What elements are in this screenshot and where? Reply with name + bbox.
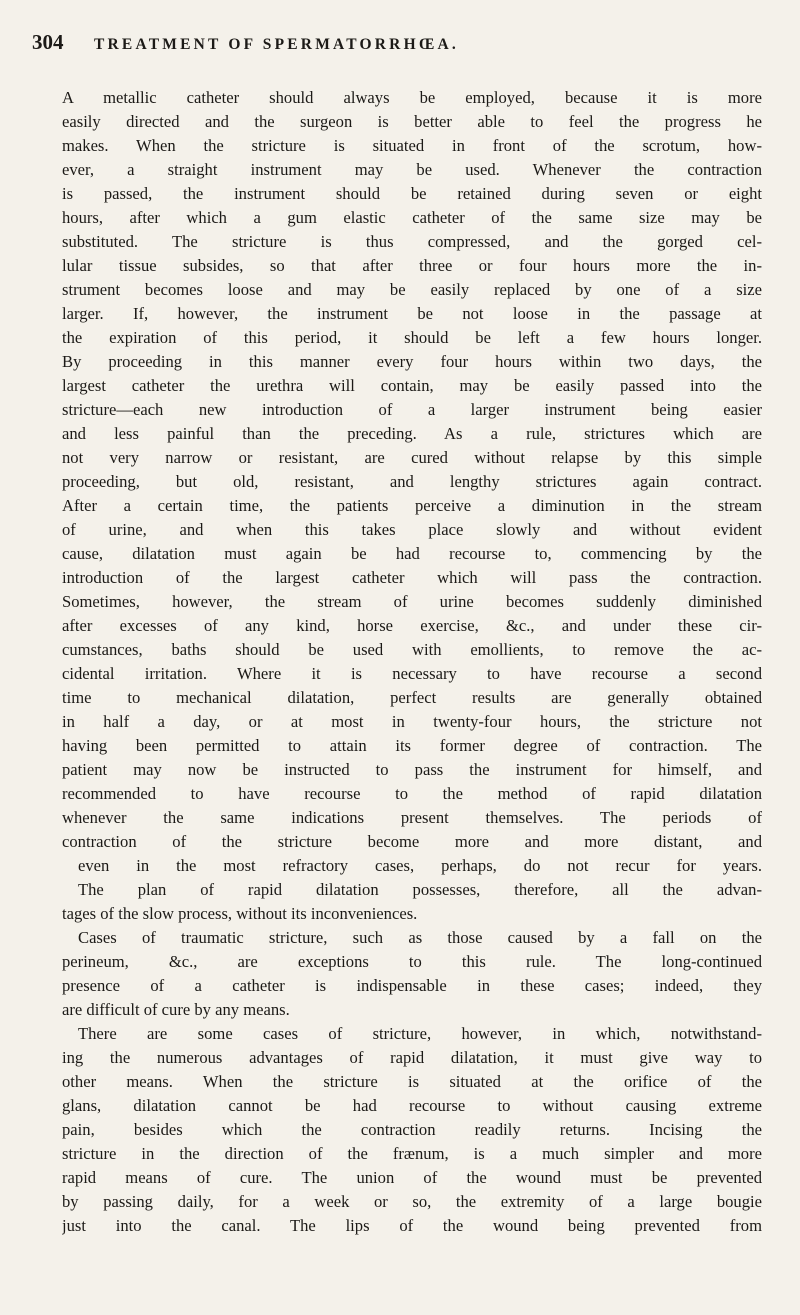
text-line: ing the numerous advantages of rapid dilatation, it must give way to	[62, 1048, 762, 1067]
text-line: patient may now be instructed to pass the instrument for himself, and	[62, 760, 762, 779]
text-line: presence of a catheter is indispensable in these cases; indeed, they	[62, 976, 762, 995]
text-line: the expiration of this period, it should be left a few hours longer.	[62, 328, 762, 347]
text-line: perineum, &c., are exceptions to this rule. The long-continued	[62, 952, 762, 971]
text-line: cumstances, baths should be used with emollients, to remove the ac-	[62, 640, 762, 659]
text-line: whenever the same indications present themselves. The periods of	[62, 808, 762, 827]
text-line: The plan of rapid dilatation possesses, therefore, all the advan-	[78, 880, 762, 899]
text-line: glans, dilatation cannot be had recourse to without causing extreme	[62, 1096, 762, 1115]
text-line: lular tissue subsides, so that after three or four hours more the in-	[62, 256, 762, 275]
text-line: just into the canal. The lips of the wound being prevented from	[62, 1216, 762, 1235]
text-line: are difficult of cure by any means.	[62, 1000, 290, 1019]
text-line: Sometimes, however, the stream of urine becomes suddenly diminished	[62, 592, 762, 611]
text-line: largest catheter the urethra will contain, may be easily passed into the	[62, 376, 762, 395]
text-line: hours, after which a gum elastic catheter of the same size may be	[62, 208, 762, 227]
text-line: not very narrow or resistant, are cured without relapse by this simple	[62, 448, 762, 467]
text-line: A metallic catheter should always be employed, because it is more	[62, 88, 762, 107]
body-text	[62, 86, 762, 1238]
running-title: TREATMENT OF SPERMATORRHŒA.	[94, 36, 459, 53]
text-line: time to mechanical dilatation, perfect results are generally obtained	[62, 688, 762, 707]
text-line: pain, besides which the contraction readily returns. Incising the	[62, 1120, 762, 1139]
text-line: of urine, and when this takes place slowly and without evident	[62, 520, 762, 539]
text-line: introduction of the largest catheter which will pass the contraction.	[62, 568, 762, 587]
text-line: makes. When the stricture is situated in front of the scrotum, how-	[62, 136, 762, 155]
text-line: even in the most refractory cases, perhaps, do not recur for years.	[78, 856, 762, 875]
text-line: After a certain time, the patients perceive a diminution in the stream	[62, 496, 762, 515]
text-line: after excesses of any kind, horse exercise, &c., and under these cir-	[62, 616, 762, 635]
text-line: proceeding, but old, resistant, and lengthy strictures again contract.	[62, 472, 762, 491]
text-line: ever, a straight instrument may be used. Whenever the contraction	[62, 160, 762, 179]
text-line: larger. If, however, the instrument be not loose in the passage at	[62, 304, 762, 323]
text-line: cause, dilatation must again be had recourse to, commencing by the	[62, 544, 762, 563]
text-line: and less painful than the preceding. As a rule, strictures which are	[62, 424, 762, 443]
text-line: rapid means of cure. The union of the wound must be prevented	[62, 1168, 762, 1187]
text-line: by passing daily, for a week or so, the extremity of a large bougie	[62, 1192, 762, 1211]
text-line: easily directed and the surgeon is better able to feel the progress he	[62, 112, 762, 131]
text-line: tages of the slow process, without its inconveniences.	[62, 904, 418, 923]
text-line: strument becomes loose and may be easily replaced by one of a size	[62, 280, 762, 299]
text-line: is passed, the instrument should be retained during seven or eight	[62, 184, 762, 203]
text-line: substituted. The stricture is thus compressed, and the gorged cel-	[62, 232, 762, 251]
text-line: stricture in the direction of the frænum, is a much simpler and more	[62, 1144, 762, 1163]
text-line: having been permitted to attain its former degree of contraction. The	[62, 736, 762, 755]
page-number: 304	[32, 30, 64, 54]
text-line: contraction of the stricture become more and more distant, and	[62, 832, 762, 851]
running-head	[32, 30, 752, 60]
text-line: stricture—each new introduction of a larger instrument being easier	[62, 400, 762, 419]
text-line: Cases of traumatic stricture, such as those caused by a fall on the	[78, 928, 762, 947]
text-line: cidental irritation. Where it is necessary to have recourse a second	[62, 664, 762, 683]
text-line: in half a day, or at most in twenty-four hours, the stricture not	[62, 712, 762, 731]
text-line: other means. When the stricture is situated at the orifice of the	[62, 1072, 762, 1091]
text-line: There are some cases of stricture, however, in which, notwithstand-	[78, 1024, 762, 1043]
text-line: By proceeding in this manner every four hours within two days, the	[62, 352, 762, 371]
text-line: recommended to have recourse to the method of rapid dilatation	[62, 784, 762, 803]
